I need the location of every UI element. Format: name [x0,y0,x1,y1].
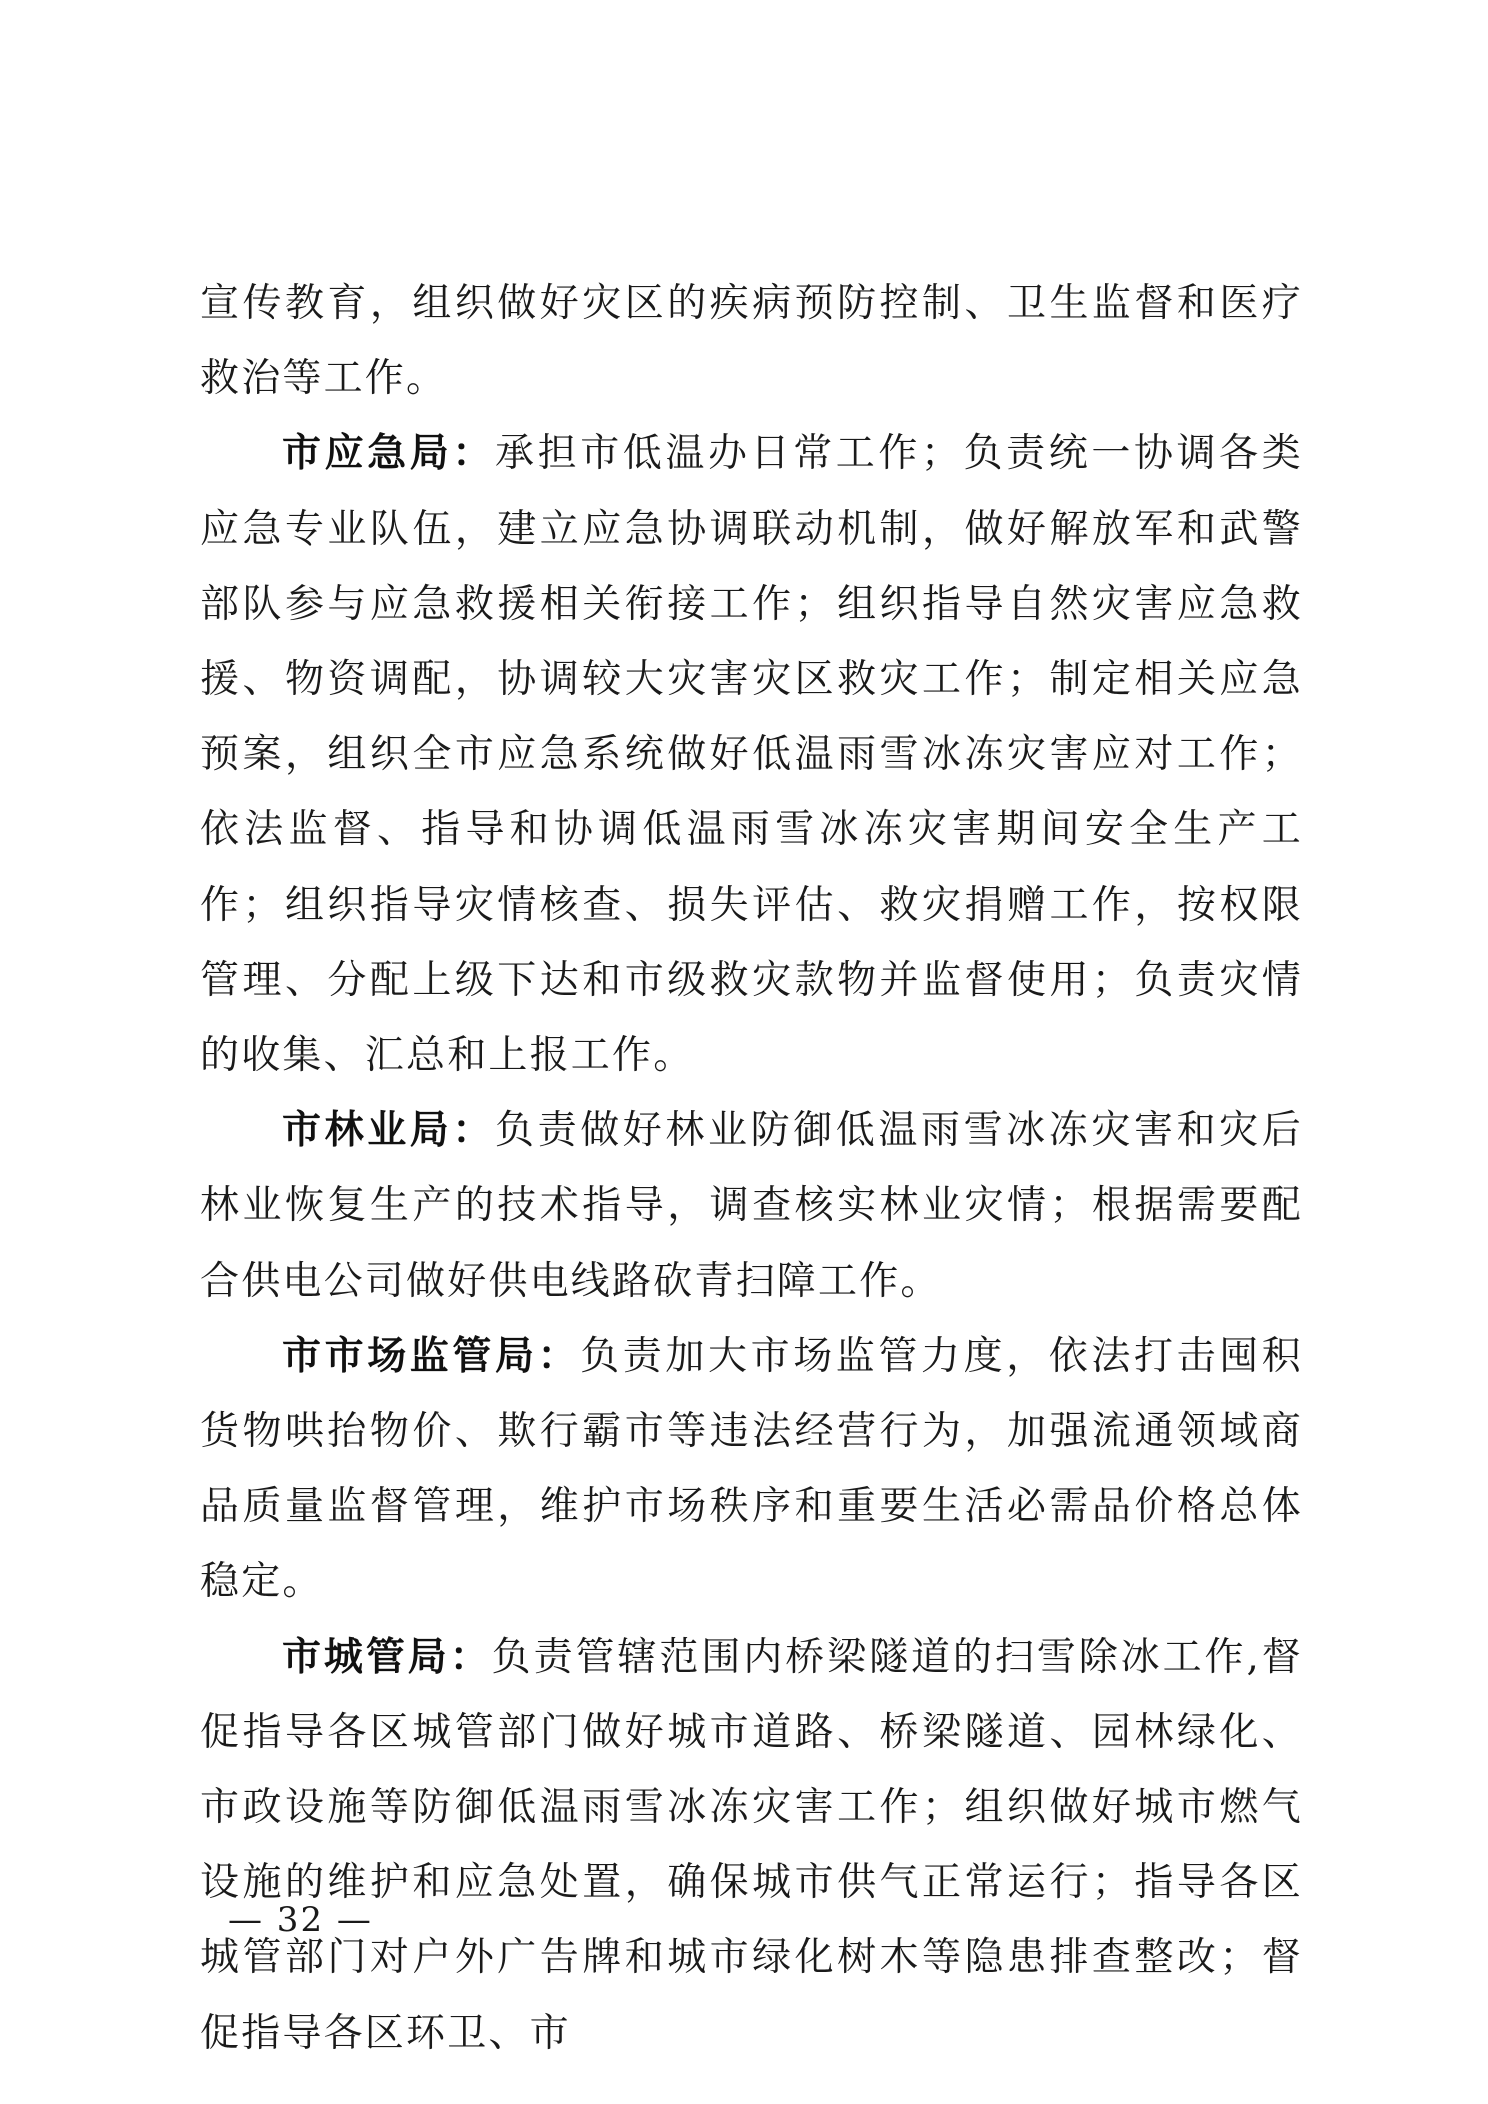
paragraph-text: 承担市低温办日常工作；负责统一协调各类应急专业队伍，建立应急协调联动机制，做好解放军和武警部队参与应急救援相关衔接工作；组织指导自然灾害应急救援、物资调配，协调较大灾害灾区救灾工作；制定相关应急预案，组织全市应急系统做好低温雨雪冰冻灾害应对工作；依法监督、指导和协调低温雨雪冰冻灾害期间安全生产工作；组织指导灾情核查、损失评估、救灾捐赠工作，按权限管理、分配上级下达和市级救灾款物并监督使用；负责灾情的收集、汇总和上报工作。 [200,431,1303,1079]
paragraph-text: 负责管辖范围内桥梁隧道的扫雪除冰工作,督促指导各区城管部门做好城市道路、桥梁隧道、园林绿化、市政设施等防御低温雨雪冰冻灾害工作；组织做好城市燃气设施的维护和应急处置，确保城市供气正常运行；指导各区城管部门对户外广告牌和城市绿化树木等隐患排查整改；督促指导各区环卫、市 [200,1634,1303,2056]
page-number: — 32 — [228,1900,373,1940]
paragraph-urban-management-bureau [200,1620,1303,2071]
paragraph-heading: 市市场监管局： [282,1332,581,1379]
paragraph-text: 负责做好林业防御低温雨雪冰冻灾害和灾后林业恢复生产的技术指导，调查核实林业灾情；根据需要配合供电公司做好供电线路砍青扫障工作。 [200,1108,1303,1304]
paragraph-text: 宣传教育，组织做好灾区的疾病预防控制、卫生监督和医疗救治等工作。 [200,281,1303,402]
body-text [200,266,1303,2071]
paragraph-emergency-bureau [200,416,1303,1093]
paragraph-heading: 市林业局： [282,1107,495,1154]
paragraph-market-regulation-bureau [200,1319,1303,1620]
paragraph-heading: 市城管局： [282,1633,492,1680]
paragraph-text: 负责加大市场监管力度，依法打击囤积货物哄抬物价、欺行霸市等违法经营行为，加强流通领域商品质量监督管理，维护市场秩序和重要生活必需品价格总体稳定。 [200,1333,1303,1605]
paragraph-heading: 市应急局： [282,430,495,477]
paragraph-continuation [200,266,1303,416]
paragraph-forestry-bureau [200,1093,1303,1319]
